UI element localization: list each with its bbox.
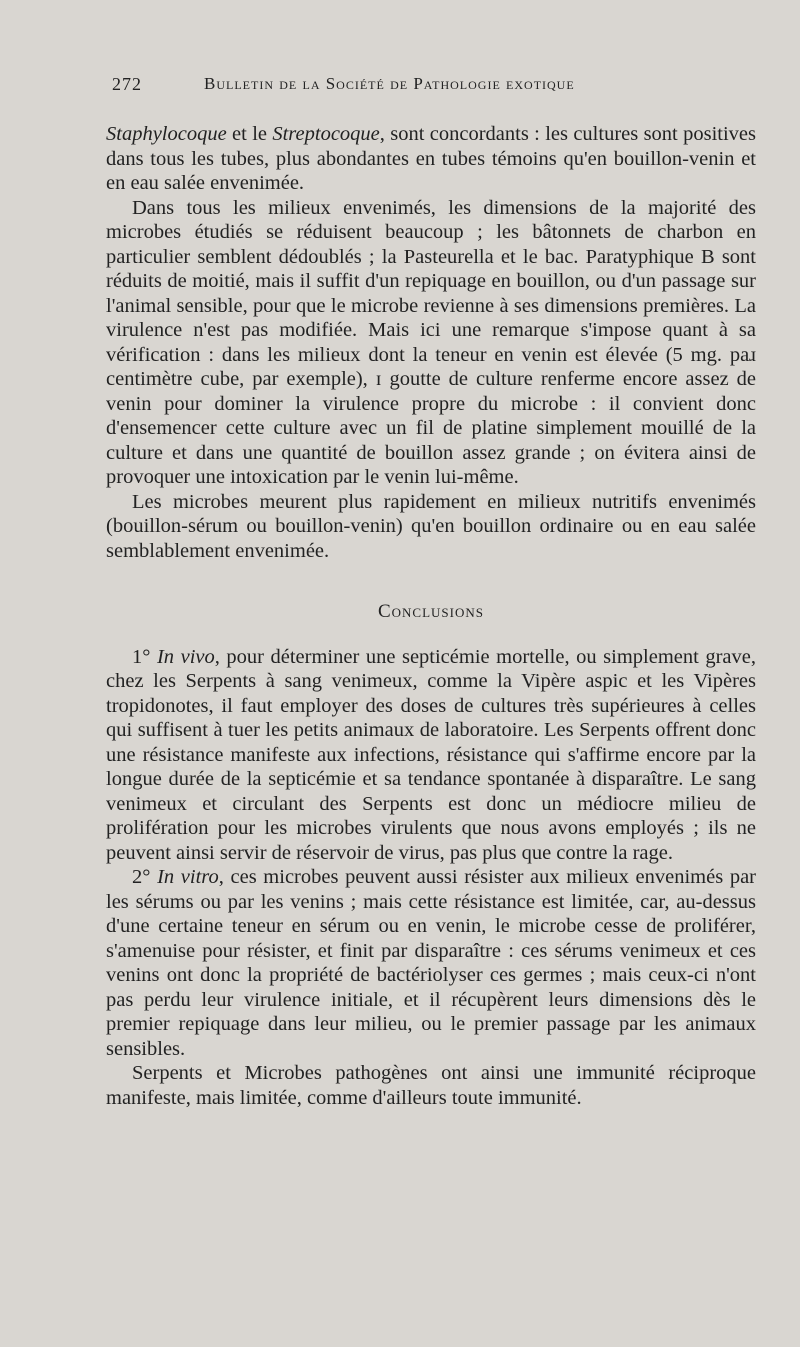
paragraph-continued [106,122,756,196]
conclusion-in-vivo [106,645,756,866]
paragraph-continued-text: , sont concordants : les cultures sont positives dans tous les tubes, plus abondantes en tubes témoins qu'en bouillon-venin et en eau salée envenimée. [106,123,756,194]
conclusion-in-vivo-text: , pour déterminer une septicémie mortelle, ou simplement grave, chez les Serpents à sang venimeux, comme la Vipère aspic et les Vipères tropidonotes, il faut employer des doses de cultures très supérieures à celles qui suffisent à tuer les petits animaux de laboratoire. Les Serpents offrent donc une résistance manifeste aux infections, résistance qui s'affirme encore par la longue durée de la septicémie et sa tendance spontanée à disparaître. Le sang venimeux et circulant des Serpents est donc un médiocre milieu de prolifération pour les microbes virulents que nous avons employés ; ils ne peuvent ainsi servir de réservoir de virus, pas plus que contre la rage. [106,645,756,864]
conclusion-in-vitro-text: , ces microbes peuvent aussi résister aux milieux envenimés par les sérums ou par les venins ; mais cette résistance est limitée, car, au-dessus d'une certaine teneur en sérum ou en venin, le microbe cesse de proliférer, s'amenuise pour résister, et finit par disparaître : ces sérums venimeux et ces venins ont donc la propriété de bactériolyser ces germes ; mais ceux-ci n'ont pas perdu leur virulence initiale, et il récupèrent leurs dimensions dès le premier repiquage dans leur milieu, ou le premier passage par les animaux sensibles. [106,866,756,1060]
italic-term-streptocoque: Streptocoque [272,123,380,145]
conjunction-text: et le [226,123,273,145]
paragraph-mortality: Les microbes meurent plus rapidement en milieux nutritifs envenimés (bouillon-sérum ou bouillon-venin) qu'en bouillon ordinaire ou en eau salée semblablement envenimée. [106,490,756,562]
conclusion-number-2: 2° [132,866,158,888]
italic-in-vivo: In vivo [156,645,215,668]
italic-term-staphylocoque: Staphylocoque [106,123,227,145]
body-text [106,122,756,1110]
section-heading-conclusions: Conclusions [377,601,484,622]
paragraph-final: Serpents et Microbes pathogènes ont ainsi une immunité réciproque manifeste, mais limitée, comme d'ailleurs toute immunité. [106,1062,756,1109]
paragraph-dimensions: Dans tous les milieux envenimés, les dimensions de la majorité des microbes étudiés se réduisent beaucoup ; les bâtonnets de charbon en particulier semblent dédoublés ; la Pasteurella et le bac. Paratyphique B sont réduits de moitié, mais il suffit d'un repiquage en bouillon, ou d'un passage sur l'animal sensible, pour que le microbe revienne à ses dimensions premières. La virulence n'est pas modifiée. Mais ici une remarque s'impose quant à sa vérification : dans les milieux dont la teneur en venin est élevée (5 mg. paɹ centimètre cube, par exemple), ɪ goutte de culture renferme encore assez de venin pour dominer la virulence propre du microbe : il convient donc d'ensemencer cette culture avec un fil de platine simplement mouillé de la culture et dans une quantité de bouillon assez grande ; on évitera ainsi de provoquer une intoxication par le venin lui-même. [106,196,756,488]
conclusion-in-vitro [106,865,756,1061]
page-header [112,74,712,104]
running-title: Bulletin de la Société de Pathologie exotique [204,74,575,93]
conclusion-number-1: 1° [132,645,157,668]
page-number: 272 [112,74,142,94]
italic-in-vitro: In vitro [157,866,219,888]
